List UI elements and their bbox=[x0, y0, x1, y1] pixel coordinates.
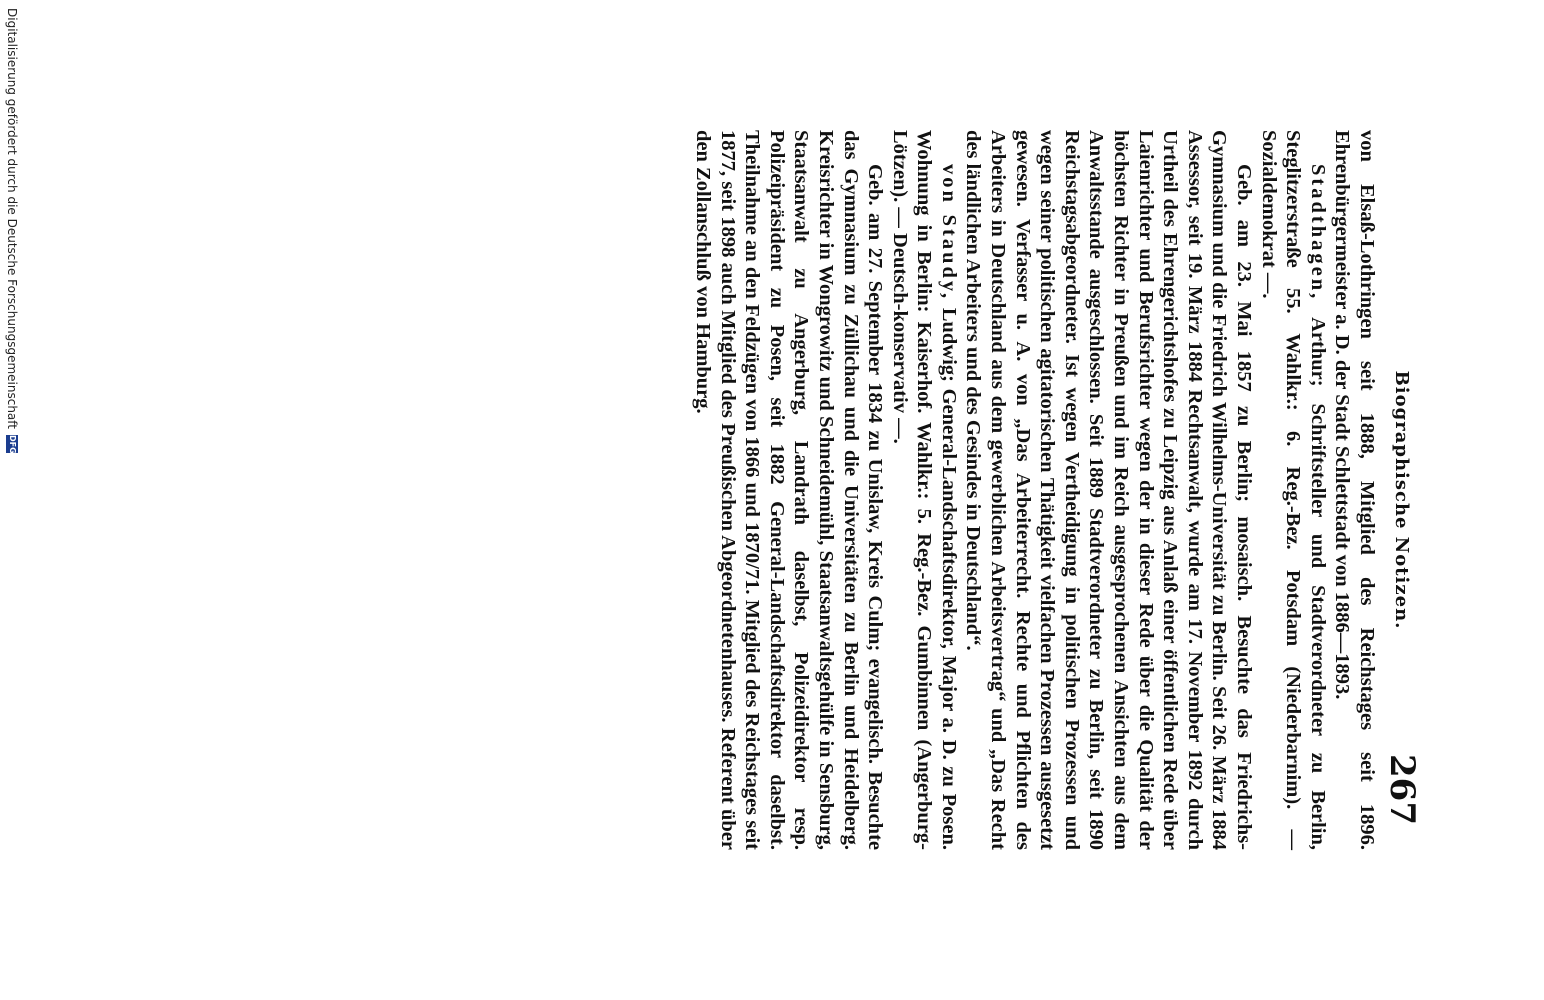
biography-staudy: Geb. am 27. September 1834 zu Unislaw, Kreis Culm; evangelisch. Besuchte das Gymnasium zu Züllichau und die Universitäten zu Berlin und Heidelberg. Kreisrichter in Wongrowitz und Schneidemühl, Staatsanwaltsgehülfe in Sensburg, Staatsanwalt zu Angerburg, Landrath daselbst, Polizeidirektor resp. Polizeipräsident zu Posen, seit 1882 General-Landschaftsdirektor daselbst. Theilnahme an den Feldzügen von 1866 und 1870/71. Mitglied des Reichstages seit 1877, seit 1898 auch Mitglied des Preußischen Abgeordnetenhauses. Referent über den Zollanschluß von Hamburg. bbox=[691, 130, 887, 850]
credit-text: Digitalisierung gefördert durch die Deutsche Forschungsgemeinschaft bbox=[5, 8, 19, 430]
paragraph-continuation: von Elsaß-Lothringen seit 1888, Mitglied des Reichstages seit 1896. Ehrenbürgermeister a. D. der Stadt Schlettstadt von 1886—1893. bbox=[1331, 130, 1378, 850]
entry-heading-stadthagen bbox=[1256, 130, 1330, 850]
page-body bbox=[690, 130, 1379, 850]
page-number: 267 bbox=[1382, 754, 1422, 825]
entry-heading-staudy bbox=[887, 130, 961, 850]
biography-stadthagen: Geb. am 23. Mai 1857 zu Berlin; mosaisch. Besuchte das Friedrichs-Gymnasium und die Friedrich Wilhelms-Universität zu Berlin. Seit 26. März 1884 Assessor, seit 19. März 1884 Rechtsanwalt, wurde am 17. November 1892 durch Urtheil des Ehrengerichtshofes zu Leipzig aus Anlaß einer öffentlichen Rede über Laienrichter und Berufsrichter wegen der in dieser Rede über die Qualität der höchsten Richter in Preußen und im Reich ausgesprochenen Ansichten aus dem Anwaltsstande ausgeschlossen. Seit 1889 Stadtverordneter zu Berlin, seit 1890 Reichstagsabgeordneter. Ist wegen Vertheidigung in politischen Prozessen und wegen seiner politischen agitatorischen Thätigkeit vielfachen Prozessen ausgesetzt gewesen. Verfasser u. A. von „Das Arbeiterrecht. Rechte und Pflichten des Arbeiters in Deutschland aus dem gewerblichen Arbeitsvertrag“ und „Das Recht des ländlichen Arbeiters und des Gesindes in Deutschland“. bbox=[962, 130, 1256, 850]
person-name-stadthagen: Stadthagen, bbox=[1306, 164, 1329, 302]
running-title: Biographische Notizen. bbox=[1391, 370, 1412, 630]
page-header bbox=[1376, 175, 1422, 825]
entry-details-staudy: Ludwig; General-Landschaftsdirektor, Major a. D. zu Posen. Wohnung in Berlin: Kaiserhof. Wahlkr.: 5. Reg.-Bez. Gumbinnen (Angerburg-Lötzen). — Deutsch-konservativ —. bbox=[888, 130, 960, 850]
dfg-logo: DFG bbox=[8, 435, 17, 454]
entry-details-stadthagen: Arthur; Schriftsteller und Stadtverordneter zu Berlin, Steglitzerstraße 55. Wahlkr.: 6. Reg.-Bez. Potsdam (Niederbarnim). — Sozialdemokrat —. bbox=[1257, 130, 1329, 850]
digitization-credit bbox=[5, 8, 19, 1000]
person-name-staudy: von Staudy, bbox=[937, 164, 960, 302]
